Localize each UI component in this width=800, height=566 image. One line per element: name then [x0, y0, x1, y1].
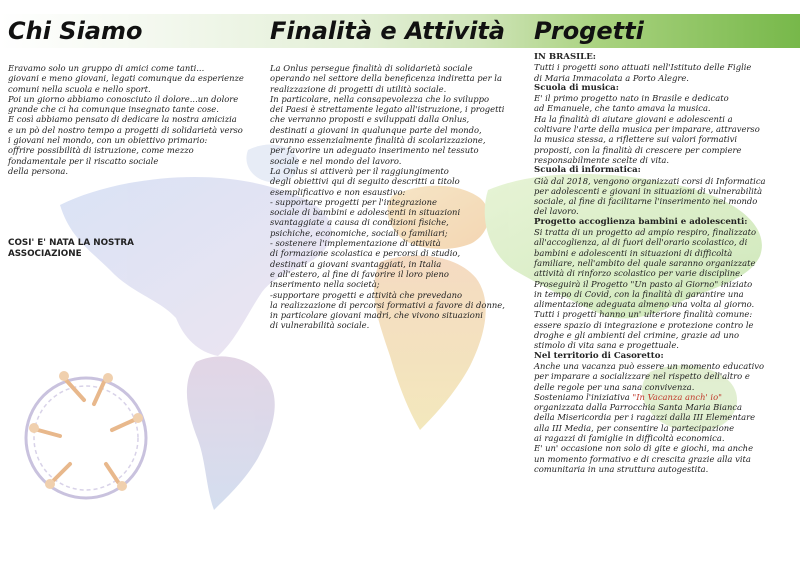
text-line: i giovani nel mondo, con un obiettivo primario:	[8, 135, 208, 146]
text-line: un momento formativo e di crescita grazie alla vita	[534, 453, 751, 464]
text-line: grande che ci ha comunque insegnato tante cose.	[8, 104, 219, 115]
text-line: familiare, nell'ambito del quale saranno organizzate	[534, 257, 756, 268]
text-line: di vulnerabilità sociale.	[270, 320, 370, 331]
text-line: comunitaria in una struttura autogestita.	[534, 463, 709, 474]
brasile-heading: IN BRASILE:	[534, 52, 596, 62]
text-line: per adolescenti e giovani in situazioni di vulnerabilità	[534, 185, 763, 196]
text-line: Proseguirà il Progetto "Un pasto al Giorno" iniziato	[534, 278, 753, 289]
closing-line-1: COSI' E' NATA LA NOSTRA	[8, 238, 134, 249]
text-line: Si tratta di un progetto ad ampio respiro, finalizzato	[534, 227, 757, 238]
text-line: la realizzazione di percorsi formativi a favore di donne,	[270, 299, 505, 310]
brasile-text	[534, 62, 792, 83]
text-line: destinati a giovani in qualunque parte del mondo,	[270, 124, 482, 135]
text-line: Poi un giorno abbiamo conosciuto il dolore...un dolore	[8, 93, 239, 104]
text-line: Tutti i progetti sono attuati nell'Istituto delle Figlie	[534, 62, 752, 73]
casoretto-heading: Nel territorio di Casoretto:	[534, 350, 664, 361]
text-line: La Onlus persegue finalità di solidarietà sociale	[270, 63, 473, 73]
text-line: della persona.	[8, 165, 69, 176]
text-line: in tempo di Covid, con la finalità di garantire una	[534, 288, 744, 299]
south-america-shape	[187, 356, 275, 510]
text-line: -supportare progetti e attività che prevedano	[270, 289, 463, 300]
text-line: di Maria Immacolata a Porto Alegre.	[534, 72, 689, 83]
text-line: operando nel settore della beneficenza indiretta per la	[270, 73, 502, 84]
text-line: organizzata dalla Parrocchia Santa Maria Bianca	[534, 402, 743, 413]
informatica-heading: Scuola di informatica:	[534, 165, 641, 176]
text-line: fondamentale per il riscatto sociale	[8, 155, 159, 166]
text-line: Già dal 2018, vengono organizzati corsi di Informatica	[534, 175, 766, 186]
text-line: E così abbiamo pensato di dedicare la nostra amicizia	[8, 114, 237, 125]
title-finalita: Finalità e Attività	[270, 17, 505, 45]
text-line: E' un' occasione non solo di gite e giochi, ma anche	[534, 443, 754, 454]
accoglienza-text	[534, 227, 792, 351]
progetti-column	[534, 52, 792, 474]
text-line: in particolare giovani madri, che vivono situazioni	[270, 310, 483, 321]
chi-siamo-column	[8, 63, 260, 260]
text-line: sociale e nel mondo del lavoro.	[270, 155, 402, 166]
text-line: bambini e adolescenti in situazioni di difficoltà	[534, 247, 733, 258]
text-line: psichiche, economiche, sociali o familiari;	[270, 227, 448, 238]
title-chi-siamo: Chi Siamo	[8, 17, 143, 45]
text-line: che verranno proposti e sviluppati dalla Onlus,	[270, 114, 470, 125]
text-line: della Misericordia per i ragazzi dalla III Elementare	[534, 412, 756, 423]
finalita-column	[270, 63, 528, 331]
text-line: inserimento nella società;	[270, 279, 380, 290]
accoglienza-heading: Progetto accoglienza bambini e adolescenti:	[534, 216, 748, 227]
text-line: alimentazione adeguata almeno una volta al giorno.	[534, 299, 755, 310]
text-line: Eravamo solo un gruppo di amici come tanti...	[8, 63, 205, 73]
text-line: destinati a giovani svantaggiati, in Italia	[270, 258, 442, 269]
text-line: per favorire un adeguato inserimento nel tessuto	[270, 145, 479, 156]
text-line: la musica stessa, a riflettere sui valori formativi	[534, 134, 738, 145]
casoretto-initiative	[534, 392, 792, 402]
text-line: del lavoro.	[534, 206, 579, 217]
text-line: all'accoglienza, al di fuori dell'orario scolastico, di	[534, 237, 748, 248]
text-line: - supportare progetti per l'integrazione	[270, 196, 437, 207]
informatica-text	[534, 176, 792, 217]
text-line: svantaggiate a causa di condizioni fisiche,	[270, 217, 449, 228]
text-line: ad Emanuele, che tanto amava la musica.	[534, 103, 711, 114]
text-line: essere spazio di integrazione e protezione contro le	[534, 319, 754, 330]
text-line: degli obiettivi qui di seguito descritti a titolo	[270, 176, 460, 187]
text-line: droghe e gli ambienti del crimine, grazie ad uno	[534, 330, 740, 341]
text-line: La Onlus si attiverà per il raggiungimento	[270, 165, 449, 176]
text-line: In particolare, nella consapevolezza che lo sviluppo	[270, 93, 490, 104]
text-line: esemplificativo e non esaustivo:	[270, 186, 406, 197]
text-line: - sostenere l'implementazione di attività	[270, 238, 441, 249]
text-line: alla III Media, per consentire la partecipazione	[534, 422, 735, 433]
casoretto-quote: "In Vacanza anch' io"	[632, 391, 723, 402]
text-line: coltivare l'arte della musica per imparare, attraverso	[534, 124, 760, 135]
text-line: avranno essenzialmente finalità di scolarizzazione,	[270, 135, 486, 146]
musica-heading: Scuola di musica:	[534, 82, 619, 93]
text-line: dei Paesi è strettamente legato all'istruzione, i progetti	[270, 104, 505, 115]
text-line: E' il primo progetto nato in Brasile e dedicato	[534, 93, 729, 104]
text-line: e all'estero, al fine di favorire il loro pieno	[270, 268, 449, 279]
text-line: offrire possibilità di istruzione, come mezzo	[8, 145, 194, 156]
text-line: e un pò del nostro tempo a progetti di solidarietà verso	[8, 124, 243, 135]
title-progetti: Progetti	[534, 17, 644, 45]
text-line: Anche una vacanza può essere un momento educativo	[534, 360, 765, 371]
text-line: sociale di bambini e adolescenti in situazioni	[270, 207, 461, 218]
casoretto-text-a	[534, 361, 792, 392]
text-line: sociale, al fine di facilitarne l'inserimento nel mondo	[534, 196, 758, 207]
text-line: stimolo di vita sana e progettuale.	[534, 340, 679, 351]
association-logo-icon	[14, 360, 159, 510]
text-line: realizzazione di progetti di utilità sociale.	[270, 83, 447, 94]
casoretto-sosteniamo: Sosteniamo l'iniziativa	[534, 391, 633, 402]
text-line: proposti, con la finalità di crescere per compiere	[534, 144, 742, 155]
text-line: Tutti i progetti hanno un' ulteriore finalità comune:	[534, 309, 753, 320]
text-line: attività di rinforzo scolastico per varie discipline.	[534, 268, 743, 279]
closing-line-2: ASSOCIAZIONE	[8, 249, 82, 260]
casoretto-text-b	[534, 402, 792, 474]
text-line: delle regole per una sana convivenza.	[534, 381, 695, 392]
text-line: per imparare a socializzare nel rispetto dell'altro e	[534, 371, 750, 382]
text-line: responsabilmente scelte di vita.	[534, 154, 670, 165]
text-line: comuni nella scuola e nello sport.	[8, 83, 151, 94]
text-line: ai ragazzi di famiglie in difficoltà economica.	[534, 432, 725, 443]
text-line: Ha la finalità di aiutare giovani e adolescenti a	[534, 113, 733, 124]
text-line: giovani e meno giovani, legati comunque da esperienze	[8, 73, 244, 84]
text-line: di formazione scolastica e percorsi di studio,	[270, 248, 461, 259]
chi-siamo-text	[8, 63, 260, 176]
musica-text	[534, 93, 792, 165]
finalita-text	[270, 63, 528, 331]
